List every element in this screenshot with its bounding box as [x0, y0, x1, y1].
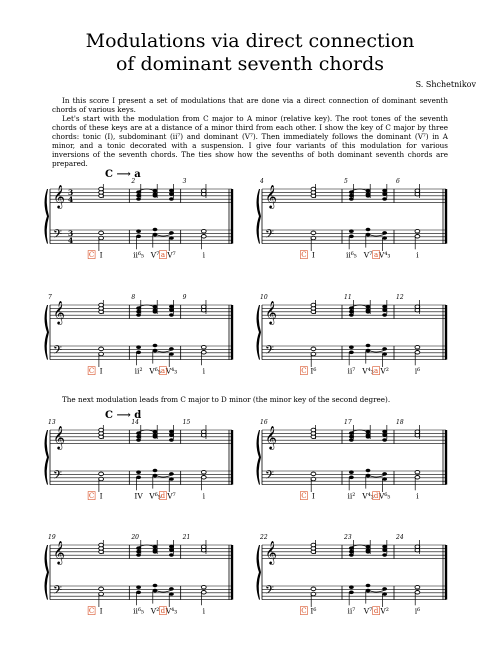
sys1-L-note [169, 192, 174, 196]
sys3-L-bass-note [99, 477, 104, 481]
sys3-R-note [349, 438, 354, 442]
sys1-R-roman-numeral: i [416, 250, 419, 260]
sys1-R-roman-numeral: V⁷ [363, 250, 373, 260]
sys3-R-measure-number: 18 [396, 419, 404, 426]
sys2-L-note [99, 303, 104, 307]
sys2-L-roman-numeral: i [202, 366, 205, 376]
sys2-R-bass-note [311, 352, 316, 356]
sys3-L-note [136, 438, 141, 442]
sys1-R-measure-number: 5 [344, 178, 348, 185]
sys2-R-bass-note [415, 345, 420, 349]
sys2-R-bass-note [349, 351, 354, 355]
sys4-L-bass-note [201, 585, 206, 589]
sys3-L-bass-note [153, 469, 158, 473]
sys3-R-roman-numeral: I [311, 491, 315, 501]
sys3-R-bass-note [415, 470, 420, 474]
sys3-L-roman-numeral: IV [134, 491, 143, 501]
sys4-L-brace [45, 545, 50, 600]
sys2-R-bass-note [382, 352, 387, 356]
sys3-L-note [201, 430, 206, 434]
sys3-R-note [366, 433, 371, 437]
sys2-L-bass-note [201, 345, 206, 349]
sys4-R-note [415, 545, 420, 549]
sys4-L-note [136, 553, 141, 557]
sys3-R-measure-number: 17 [344, 419, 352, 426]
sys2-L-roman-numeral: V⁶₅ [149, 366, 161, 376]
sys2-L-note [136, 310, 141, 314]
sys1-R-bass-note [311, 236, 316, 240]
sys2-L-note [169, 313, 174, 317]
sys1-R-roman-numeral: V⁴₃ [378, 250, 391, 260]
sys4-L-key-label: C [88, 607, 95, 616]
intro-text-1: In this score I present a set of modulations that are done via a direct connection of dominant seventh chords of various keys. [52, 96, 448, 114]
sys2-L-key-label: a [160, 367, 166, 376]
sys3-L-roman-numeral: V⁷ [167, 491, 176, 501]
sys3-L-note [169, 430, 174, 434]
sys2-L-bass-clef: 𝄢 [53, 344, 63, 360]
sys2-R-bass-clef: 𝄢 [265, 344, 275, 360]
sys2-L-note [169, 305, 174, 309]
sys2-L-bass-note [136, 351, 141, 355]
sys1-R-note [349, 197, 354, 201]
sys4-L-roman-numeral: I [99, 606, 103, 616]
sys4-R-note [382, 545, 387, 549]
sys1-L-time-bottom: 4 [68, 195, 74, 204]
sys4-R-roman-numeral: ii⁷ [347, 606, 356, 616]
sys1-L-time-top-bass: 3 [68, 229, 74, 238]
sys4-L-measure-number: 20 [131, 534, 139, 541]
sys4-R-treble-clef: 𝄞 [265, 540, 277, 564]
sys3-R-treble-clef: 𝄞 [265, 425, 277, 449]
sys1-L-note [169, 189, 174, 193]
sys3-L-note [169, 433, 174, 437]
sys2-L-bass-note [99, 352, 104, 356]
sys3-L-measure-number: 14 [131, 419, 139, 426]
sys2-L-note [169, 308, 174, 312]
sys4-L-bass-note [136, 585, 141, 589]
sys4-R-bass-note [366, 584, 371, 588]
sys4-R-roman-numeral: V² [380, 606, 389, 616]
sys4-R-bass-clef: 𝄢 [265, 584, 275, 600]
sys1-L-tie [155, 234, 171, 236]
sys2-R-bass-note [415, 351, 420, 355]
sys1-R-key-label: a [374, 251, 379, 260]
sys3-L-brace [45, 430, 50, 485]
sys2-R-measure-number: 11 [344, 294, 352, 301]
sys2-R-note [311, 303, 316, 307]
sys4-R-bass-note [415, 585, 420, 589]
sys4-R-key-label: C [301, 607, 307, 616]
sys1-R-note [382, 192, 387, 196]
sys4-R-measure-number: 23 [344, 534, 352, 541]
sys1-L-bass-note [99, 236, 104, 240]
sys3-R-bass-note [311, 472, 316, 476]
sys4-R-note [382, 548, 387, 552]
sys3-L-treble-clef: 𝄞 [53, 425, 65, 449]
sys1-L-bass-note [136, 235, 141, 239]
sys3-L-tie [155, 475, 171, 477]
sys2-R-note [382, 308, 387, 312]
sys2-R-roman-numeral: ii⁷ [347, 366, 356, 376]
sys2-R-note [382, 313, 387, 317]
sys3-R-key-label: d [373, 492, 379, 501]
sys3-L-key-label: C [88, 492, 95, 501]
sys4-R-bass-note [349, 591, 354, 595]
sys1-L-time-top: 3 [68, 188, 74, 197]
sys4-L-bass-note [201, 591, 206, 595]
sys3-R-tie [368, 475, 385, 477]
sys3-R-key-label: C [301, 492, 307, 501]
sys2-R-measure-number: 12 [396, 294, 404, 301]
author: S. Shchetnikov [415, 80, 476, 89]
modulation-header-3: C ⟶ d [105, 410, 142, 421]
sys2-L-measure-number: 8 [131, 294, 136, 301]
sys4-L-key-label: d [160, 607, 166, 616]
sys3-R-roman-numeral: ii² [347, 491, 356, 501]
sys4-L-note [99, 543, 104, 547]
title-line-1: Modulations via direct connection [85, 30, 415, 52]
sys4-L-measure-number: 21 [182, 534, 191, 541]
intro-text-2: Let's start with the modulation from C major to A minor (relative key). The root tones of the seventh chords of these keys are at a distance of a minor third from each other. I show the key of C major by three chords: tonic (I), subdominant (ii⁷) and dominant (V⁷). Then immediately follows the dominant (V⁷) in A minor, and a tonic decorated with a suspension. I give four variants of this modulation for various inversions of the seventh chords. The ties show how the sevenths of both dominant seventh chords are prepared. [52, 114, 448, 168]
sys4-R-bass-note [415, 591, 420, 595]
sys2-R-key-label: C [301, 367, 307, 376]
sys1-R-bass-note [311, 231, 316, 235]
sys1-R-roman-numeral: I [311, 250, 315, 260]
sys3-L-note [153, 433, 158, 437]
sys3-R-bass-note [311, 477, 316, 481]
sys1-L-note [136, 194, 141, 198]
sys3-L-note [169, 438, 174, 442]
sys1-R-note [415, 189, 420, 193]
sys1-L-roman-numeral: i [202, 250, 205, 260]
sys4-R-note [311, 543, 316, 547]
sys4-L-note [201, 545, 206, 549]
sys2-L-note [153, 308, 158, 312]
sys1-L-treble-clef: 𝄞 [53, 184, 65, 208]
sys3-R-note [415, 430, 420, 434]
sys3-L-roman-numeral: V⁶₅ [149, 491, 161, 501]
sys3-L-measure-number: 13 [48, 419, 56, 426]
sys4-L-bass-note [136, 591, 141, 595]
sys4-R-roman-numeral: I⁶ [310, 606, 317, 616]
sys1-L-roman-numeral: ii⁶₅ [133, 250, 144, 260]
sys2-L-brace [45, 305, 50, 360]
sys4-R-note [349, 553, 354, 557]
sys4-L-bass-clef: 𝄢 [53, 584, 63, 600]
sys1-R-measure-number: 4 [260, 178, 264, 185]
sys2-L-bass-note [201, 351, 206, 355]
sys4-R-measure-number: 24 [396, 534, 404, 541]
sys4-L-bass-note [99, 592, 104, 596]
sys2-R-note [349, 313, 354, 317]
sys2-R-note [415, 305, 420, 309]
sys4-R-brace [257, 545, 262, 600]
sys4-R-note [382, 553, 387, 557]
sys3-R-note [349, 435, 354, 439]
sys1-L-key-label: a [160, 251, 166, 260]
sys4-L-note [169, 545, 174, 549]
sys2-R-note [366, 308, 371, 312]
sys1-R-roman-numeral: ii⁶₅ [345, 250, 357, 260]
sys3-R-roman-numeral: V⁶₅ [378, 491, 391, 501]
sys2-L-note [201, 305, 206, 309]
sys3-R-bass-note [349, 476, 354, 480]
sys3-L-roman-numeral: i [202, 491, 205, 501]
sys3-R-bass-clef: 𝄢 [265, 469, 275, 485]
sys1-R-bass-note [349, 235, 354, 239]
sys2-R-roman-numeral: i⁶ [414, 366, 421, 376]
sys3-L-measure-number: 15 [182, 419, 191, 426]
sys4-L-roman-numeral: ii⁶₅ [133, 606, 144, 616]
sys1-L-note [169, 197, 174, 201]
sys4-L-treble-clef: 𝄞 [53, 540, 65, 564]
sys2-R-key-label: a [374, 367, 379, 376]
sys1-R-key-label: C [301, 251, 307, 260]
sys4-L-bass-note [99, 587, 104, 591]
sys1-R-treble-clef: 𝄞 [265, 184, 277, 208]
sys1-R-bass-note [349, 229, 354, 233]
sys3-R-note [382, 433, 387, 437]
sys2-L-bass-note [153, 344, 158, 348]
sys2-R-roman-numeral: I⁶ [310, 366, 317, 376]
sys1-R-bass-note [415, 235, 420, 239]
sys3-R-note [382, 430, 387, 434]
sys3-L-note [99, 428, 104, 432]
sys4-L-note [153, 548, 158, 552]
sys4-L-note [169, 553, 174, 557]
sys4-L-note [169, 548, 174, 552]
sys2-L-roman-numeral: I [99, 366, 103, 376]
sys2-L-note [136, 313, 141, 317]
sys3-L-bass-note [136, 476, 141, 480]
sys2-L-bass-note [169, 352, 174, 356]
sys4-L-roman-numeral: i [202, 606, 205, 616]
sys3-R-bass-note [366, 469, 371, 473]
sys1-L-roman-numeral: V⁷ [150, 250, 160, 260]
sys3-L-bass-note [201, 476, 206, 480]
sys2-R-roman-numeral: V⁴₃ [362, 366, 374, 376]
sys4-R-measure-number: 22 [260, 534, 268, 541]
sys4-L-measure-number: 19 [48, 534, 56, 541]
sys1-R-measure-number: 6 [396, 178, 400, 185]
sys4-R-note [349, 550, 354, 554]
sys3-L-bass-note [136, 470, 141, 474]
sys1-L-time-bottom-bass: 4 [68, 236, 74, 245]
sys2-L-roman-numeral: ii² [134, 366, 143, 376]
sys2-L-measure-number: 9 [182, 294, 187, 301]
sys4-R-bass-note [349, 585, 354, 589]
second-text: The next modulation leads from C major to D minor (the minor key of the second degree). [62, 395, 391, 404]
sys1-L-bass-note [99, 231, 104, 235]
sys1-L-note [153, 192, 158, 196]
sys1-L-bass-note [201, 235, 206, 239]
sys3-R-roman-numeral: V⁴₃ [362, 491, 374, 501]
sys1-R-note [382, 197, 387, 201]
sys1-L-bass-note [169, 236, 174, 240]
sys4-R-tie [368, 590, 385, 592]
sys2-R-measure-number: 10 [260, 294, 268, 301]
sys3-R-note [311, 428, 316, 432]
sys3-R-bass-note [382, 477, 387, 481]
sys4-L-roman-numeral: V² [150, 606, 160, 616]
sys1-L-note [136, 197, 141, 201]
sys2-L-bass-note [136, 345, 141, 349]
sys3-R-measure-number: 16 [260, 419, 268, 426]
sys1-L-roman-numeral: V⁷ [167, 250, 176, 260]
sys2-R-brace [257, 305, 262, 360]
sys1-L-note [99, 187, 104, 191]
sys2-R-note [349, 310, 354, 314]
sys1-R-bass-clef: 𝄢 [265, 228, 275, 244]
sys1-L-measure-number: 2 [131, 178, 136, 185]
sys3-L-note [136, 435, 141, 439]
sys3-L-bass-note [99, 472, 104, 476]
sys4-L-roman-numeral: V⁴₃ [165, 606, 178, 616]
sys3-L-bass-note [201, 470, 206, 474]
sys1-R-note [349, 194, 354, 198]
sys1-L-bass-clef: 𝄢 [53, 228, 63, 244]
sys1-R-bass-note [415, 229, 420, 233]
sys2-L-roman-numeral: V⁴₃ [165, 366, 178, 376]
sys3-L-key-label: d [160, 492, 166, 501]
sys2-R-bass-note [366, 344, 371, 348]
sys3-R-brace [257, 430, 262, 485]
sys1-L-bass-note [201, 229, 206, 233]
sys1-L-roman-numeral: I [99, 250, 103, 260]
sys4-R-bass-note [311, 592, 316, 596]
sys3-R-roman-numeral: i [416, 491, 419, 501]
sys2-L-treble-clef: 𝄞 [53, 300, 65, 324]
sys1-R-tie [368, 234, 385, 236]
sys2-L-key-label: C [88, 367, 95, 376]
sys1-L-bass-note [136, 229, 141, 233]
sys2-L-tie [155, 350, 171, 352]
sys1-L-bass-note [153, 228, 158, 232]
sys1-R-note [382, 189, 387, 193]
sys2-L-bass-note [99, 347, 104, 351]
sys4-R-bass-note [311, 587, 316, 591]
sys3-L-roman-numeral: I [99, 491, 103, 501]
sys3-L-bass-note [169, 477, 174, 481]
sys4-R-key-label: d [373, 607, 379, 616]
title-line-2: of dominant seventh chords [115, 53, 385, 75]
sys1-L-brace [45, 189, 50, 244]
sys3-R-bass-note [349, 470, 354, 474]
sys1-R-bass-note [382, 236, 387, 240]
modulation-header-1: C ⟶ a [105, 169, 141, 180]
sys3-R-bass-note [415, 476, 420, 480]
sys2-R-tie [368, 350, 385, 352]
sys2-R-treble-clef: 𝄞 [265, 300, 277, 324]
sys1-L-measure-number: 3 [182, 178, 187, 185]
sys3-L-bass-clef: 𝄢 [53, 469, 63, 485]
sys4-L-note [136, 550, 141, 554]
sys1-L-note [201, 189, 206, 193]
sys1-R-note [366, 192, 371, 196]
sys4-L-bass-note [169, 592, 174, 596]
sys4-R-note [366, 548, 371, 552]
sys4-R-roman-numeral: V⁷ [363, 606, 373, 616]
sys1-R-bass-note [366, 228, 371, 232]
sys1-L-key-label: C [88, 251, 95, 260]
sys4-L-tie [155, 590, 171, 592]
sys2-R-bass-note [311, 347, 316, 351]
sys2-L-measure-number: 7 [48, 294, 52, 301]
sys2-R-roman-numeral: V² [380, 366, 389, 376]
sys4-L-bass-note [153, 584, 158, 588]
sys3-R-note [382, 438, 387, 442]
sys1-R-brace [257, 189, 262, 244]
sys4-R-bass-note [382, 592, 387, 596]
sys2-R-bass-note [349, 345, 354, 349]
sys1-R-note [311, 187, 316, 191]
sys4-R-roman-numeral: i⁶ [414, 606, 421, 616]
sys2-R-note [382, 305, 387, 309]
